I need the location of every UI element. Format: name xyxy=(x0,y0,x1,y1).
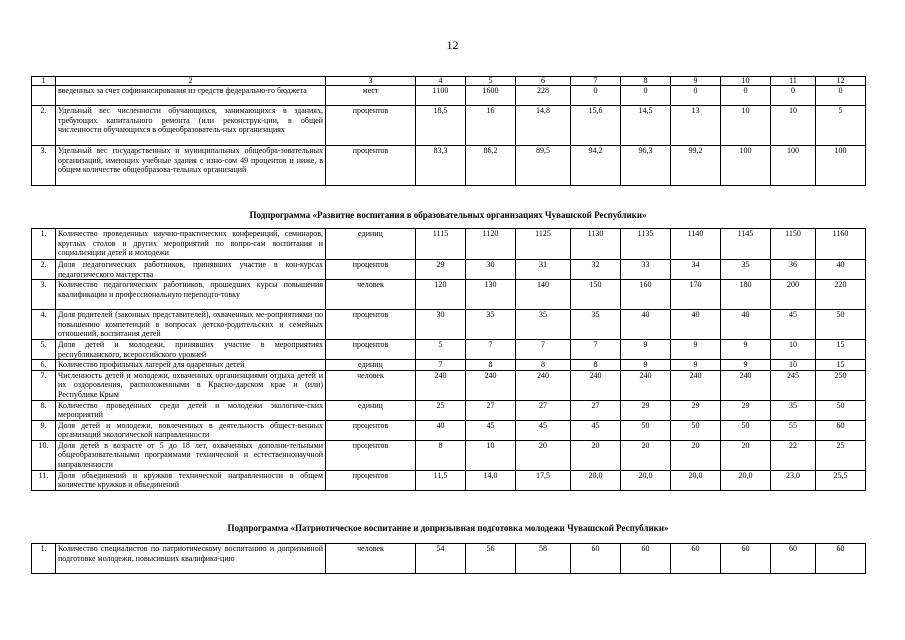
column-number-cell: 5 xyxy=(466,77,516,86)
value-cell: 35 xyxy=(466,310,516,340)
value-cell: 36 xyxy=(771,260,816,280)
value-cell: 5 xyxy=(416,340,466,360)
value-cell: 60 xyxy=(771,544,816,574)
value-cell: 8 xyxy=(466,360,516,371)
table-row xyxy=(32,400,866,420)
unit-cell: процентов xyxy=(326,340,416,360)
value-cell: 150 xyxy=(571,280,621,310)
row-number: 3. xyxy=(32,280,56,310)
unit-cell: человек xyxy=(326,544,416,574)
value-cell: 56 xyxy=(466,544,516,574)
indicator-description: Доля родителей (законных представителей), охваченных ме-роприятиями по повышению компетенций в вопросах детско-родительских и семейных отношений, воспитания детей xyxy=(56,310,326,340)
value-cell: 96,3 xyxy=(621,146,671,186)
value-cell: 9 xyxy=(721,340,771,360)
indicator-description: Численность детей и молодежи, охваченных организациями отдыха детей и их оздоровления, расположенными в Красно-дарском крае и (или) Республике Крым xyxy=(56,370,326,400)
value-cell: 20,0 xyxy=(721,470,771,490)
value-cell: 29 xyxy=(671,400,721,420)
row-number: 7. xyxy=(32,370,56,400)
value-cell: 240 xyxy=(516,370,571,400)
value-cell: 15 xyxy=(816,360,866,371)
value-cell: 20 xyxy=(721,440,771,470)
table-row xyxy=(32,340,866,360)
value-cell: 1135 xyxy=(621,229,671,260)
unit-cell: мест xyxy=(326,86,416,106)
value-cell: 100 xyxy=(721,146,771,186)
value-cell: 240 xyxy=(416,370,466,400)
table-row xyxy=(32,310,866,340)
indicator-description: Доля детей в возрасте от 5 до 18 лет, охваченных дополни-тельными общеобразовательными программами технической и естественнонаучной направленности xyxy=(56,440,326,470)
value-cell: 20 xyxy=(671,440,721,470)
column-number-cell: 7 xyxy=(571,77,621,86)
indicator-description: Количество специалистов по патриотическому воспитанию и допризывной подготовке молодежи, повысивших квалифика-цию xyxy=(56,544,326,574)
value-cell: 45 xyxy=(516,420,571,440)
column-number-cell: 1 xyxy=(32,77,56,86)
value-cell: 9 xyxy=(621,360,671,371)
value-cell: 120 xyxy=(416,280,466,310)
value-cell: 83,3 xyxy=(416,146,466,186)
row-number: 2. xyxy=(32,106,56,146)
table-row xyxy=(32,544,866,574)
value-cell: 55 xyxy=(771,420,816,440)
value-cell: 15,6 xyxy=(571,106,621,146)
value-cell: 170 xyxy=(671,280,721,310)
value-cell: 1130 xyxy=(571,229,621,260)
table-row xyxy=(32,360,866,371)
value-cell: 45 xyxy=(571,420,621,440)
value-cell: 45 xyxy=(771,310,816,340)
row-number: 10. xyxy=(32,440,56,470)
row-number: 1. xyxy=(32,544,56,574)
value-cell: 140 xyxy=(516,280,571,310)
value-cell: 130 xyxy=(466,280,516,310)
row-number: 11. xyxy=(32,470,56,490)
value-cell: 240 xyxy=(671,370,721,400)
value-cell: 40 xyxy=(721,310,771,340)
table-row xyxy=(32,146,866,186)
column-number-cell: 12 xyxy=(816,77,866,86)
value-cell: 20,0 xyxy=(671,470,721,490)
value-cell: 29 xyxy=(721,400,771,420)
value-cell: 16 xyxy=(466,106,516,146)
value-cell: 9 xyxy=(721,360,771,371)
indicator-description: Удельный вес численности обучающихся, занимающихся в зданиях, требующих капитального ремонта (или реконструк-ции, в общей численности обучающихся в общеобразователь-ных организациях xyxy=(56,106,326,146)
value-cell: 0 xyxy=(816,86,866,106)
value-cell: 27 xyxy=(516,400,571,420)
value-cell: 60 xyxy=(721,544,771,574)
value-cell: 33 xyxy=(621,260,671,280)
row-number: 8. xyxy=(32,400,56,420)
value-cell: 10 xyxy=(721,106,771,146)
unit-cell: единиц xyxy=(326,229,416,260)
value-cell: 27 xyxy=(571,400,621,420)
value-cell: 35 xyxy=(571,310,621,340)
table-row xyxy=(32,420,866,440)
value-cell: 8 xyxy=(571,360,621,371)
value-cell: 60 xyxy=(816,420,866,440)
table-row xyxy=(32,260,866,280)
value-cell: 40 xyxy=(816,260,866,280)
value-cell: 10 xyxy=(466,440,516,470)
unit-cell: единиц xyxy=(326,360,416,371)
row-number: 1. xyxy=(32,229,56,260)
value-cell: 9 xyxy=(621,340,671,360)
column-number-cell: 4 xyxy=(416,77,466,86)
value-cell: 35 xyxy=(771,400,816,420)
table-row xyxy=(32,370,866,400)
indicator-description: Доля объединений и кружков технической направленности в общем количестве кружков и объединений xyxy=(56,470,326,490)
value-cell: 15 xyxy=(816,340,866,360)
value-cell: 89,5 xyxy=(516,146,571,186)
value-cell: 1125 xyxy=(516,229,571,260)
column-number-cell: 9 xyxy=(671,77,721,86)
indicators-table-part-2 xyxy=(31,228,866,491)
value-cell: 100 xyxy=(771,146,816,186)
table-row xyxy=(32,229,866,260)
value-cell: 5 xyxy=(816,106,866,146)
table-row xyxy=(32,280,866,310)
unit-cell: человек xyxy=(326,370,416,400)
value-cell: 7 xyxy=(416,360,466,371)
value-cell: 29 xyxy=(416,260,466,280)
unit-cell: процентов xyxy=(326,470,416,490)
indicator-description: Количество педагогических работников, прошедших курсы повышения квалификации и профессиональную переподго-товку xyxy=(56,280,326,310)
value-cell: 45 xyxy=(466,420,516,440)
indicators-table-part-1 xyxy=(31,76,866,186)
indicator-description: Доля детей и молодежи, принявших участие в мероприятиях республиканского, всероссийского уровней xyxy=(56,340,326,360)
value-cell: 11,5 xyxy=(416,470,466,490)
value-cell: 1100 xyxy=(416,86,466,106)
column-number-cell: 6 xyxy=(516,77,571,86)
unit-cell: процентов xyxy=(326,260,416,280)
value-cell: 60 xyxy=(571,544,621,574)
indicator-description: введенных за счет софинансирования из средств федерально-го бюджета xyxy=(56,86,326,106)
table-row xyxy=(32,106,866,146)
value-cell: 7 xyxy=(466,340,516,360)
value-cell: 160 xyxy=(621,280,671,310)
value-cell: 250 xyxy=(816,370,866,400)
unit-cell: единиц xyxy=(326,400,416,420)
unit-cell: процентов xyxy=(326,146,416,186)
value-cell: 9 xyxy=(671,340,721,360)
value-cell: 180 xyxy=(721,280,771,310)
value-cell: 0 xyxy=(571,86,621,106)
value-cell: 10 xyxy=(771,360,816,371)
row-number: 5. xyxy=(32,340,56,360)
column-number-cell: 10 xyxy=(721,77,771,86)
column-number-cell: 3 xyxy=(326,77,416,86)
indicator-description: Доля детей и молодежи, вовлеченных в деятельность общест-венных организаций экологической направленности xyxy=(56,420,326,440)
value-cell: 10 xyxy=(771,340,816,360)
value-cell: 25,5 xyxy=(816,470,866,490)
value-cell: 94,2 xyxy=(571,146,621,186)
value-cell: 50 xyxy=(816,400,866,420)
row-number xyxy=(32,86,56,106)
indicator-description: Количество проведенных среди детей и молодежи экологиче-ских мероприятий xyxy=(56,400,326,420)
column-number-cell: 8 xyxy=(621,77,671,86)
value-cell: 1160 xyxy=(816,229,866,260)
indicators-table-part-3 xyxy=(31,543,866,574)
value-cell: 1120 xyxy=(466,229,516,260)
value-cell: 0 xyxy=(771,86,816,106)
column-number-cell: 11 xyxy=(771,77,816,86)
value-cell: 220 xyxy=(816,280,866,310)
value-cell: 25 xyxy=(416,400,466,420)
value-cell: 7 xyxy=(516,340,571,360)
unit-cell: процентов xyxy=(326,420,416,440)
value-cell: 240 xyxy=(721,370,771,400)
value-cell: 7 xyxy=(571,340,621,360)
value-cell: 1115 xyxy=(416,229,466,260)
row-number: 6. xyxy=(32,360,56,371)
value-cell: 27 xyxy=(466,400,516,420)
value-cell: 58 xyxy=(516,544,571,574)
row-number: 3. xyxy=(32,146,56,186)
indicator-description: Доля педагогических работников, принявших участие в кон-курсах педагогического мастерства xyxy=(56,260,326,280)
value-cell: 20 xyxy=(516,440,571,470)
value-cell: 30 xyxy=(466,260,516,280)
value-cell: 25 xyxy=(816,440,866,470)
value-cell: 50 xyxy=(816,310,866,340)
page-number: 12 xyxy=(446,38,459,52)
value-cell: 50 xyxy=(621,420,671,440)
value-cell: 54 xyxy=(416,544,466,574)
value-cell: 14,0 xyxy=(466,470,516,490)
indicator-description: Удельный вес государственных и муниципальных общеобра-зовательных организаций, имеющих учебные здания с изно-сом 49 процентов и ниже, в общем количестве общеобразова-тельных организаций xyxy=(56,146,326,186)
table-row xyxy=(32,86,866,106)
unit-cell: процентов xyxy=(326,440,416,470)
value-cell: 50 xyxy=(721,420,771,440)
row-number: 4. xyxy=(32,310,56,340)
value-cell: 20 xyxy=(621,440,671,470)
value-cell: 0 xyxy=(671,86,721,106)
value-cell: 8 xyxy=(416,440,466,470)
value-cell: 60 xyxy=(671,544,721,574)
value-cell: 23,0 xyxy=(771,470,816,490)
unit-cell: процентов xyxy=(326,310,416,340)
value-cell: 1150 xyxy=(771,229,816,260)
unit-cell: человек xyxy=(326,280,416,310)
value-cell: 10 xyxy=(771,106,816,146)
subprogram-title-patriotic: Подпрограмма «Патриотическое воспитание и допризывная подготовка молодежи Чувашской Республики» xyxy=(227,523,669,533)
value-cell: 8 xyxy=(516,360,571,371)
indicator-description: Количество проведенных научно-практических конференций, семинаров, круглых столов и других мероприятий по вопро-сам воспитания и социализации детей и молодежи xyxy=(56,229,326,260)
unit-cell: процентов xyxy=(326,106,416,146)
value-cell: 86,2 xyxy=(466,146,516,186)
value-cell: 20,0 xyxy=(621,470,671,490)
value-cell: 18,5 xyxy=(416,106,466,146)
value-cell: 0 xyxy=(721,86,771,106)
value-cell: 30 xyxy=(416,310,466,340)
value-cell: 35 xyxy=(721,260,771,280)
value-cell: 13 xyxy=(671,106,721,146)
value-cell: 240 xyxy=(621,370,671,400)
value-cell: 40 xyxy=(621,310,671,340)
value-cell: 20,0 xyxy=(571,470,621,490)
value-cell: 17,5 xyxy=(516,470,571,490)
value-cell: 14,8 xyxy=(516,106,571,146)
value-cell: 1140 xyxy=(671,229,721,260)
value-cell: 60 xyxy=(816,544,866,574)
value-cell: 35 xyxy=(516,310,571,340)
value-cell: 22 xyxy=(771,440,816,470)
value-cell: 228 xyxy=(516,86,571,106)
value-cell: 100 xyxy=(816,146,866,186)
value-cell: 0 xyxy=(621,86,671,106)
value-cell: 60 xyxy=(621,544,671,574)
value-cell: 34 xyxy=(671,260,721,280)
value-cell: 31 xyxy=(516,260,571,280)
value-cell: 9 xyxy=(671,360,721,371)
column-number-cell: 2 xyxy=(56,77,326,86)
value-cell: 200 xyxy=(771,280,816,310)
value-cell: 29 xyxy=(621,400,671,420)
row-number: 2. xyxy=(32,260,56,280)
value-cell: 1145 xyxy=(721,229,771,260)
value-cell: 50 xyxy=(671,420,721,440)
subprogram-title-education: Подпрограмма «Развитие воспитания в образовательных организациях Чувашской Республики» xyxy=(249,210,647,220)
value-cell: 245 xyxy=(771,370,816,400)
value-cell: 20 xyxy=(571,440,621,470)
indicator-description: Количество профильных лагерей для одаренных детей xyxy=(56,360,326,371)
value-cell: 32 xyxy=(571,260,621,280)
table-row xyxy=(32,440,866,470)
value-cell: 1600 xyxy=(466,86,516,106)
value-cell: 240 xyxy=(466,370,516,400)
table-row xyxy=(32,470,866,490)
value-cell: 40 xyxy=(671,310,721,340)
row-number: 9. xyxy=(32,420,56,440)
column-number-row xyxy=(32,77,866,86)
value-cell: 14,5 xyxy=(621,106,671,146)
value-cell: 99,2 xyxy=(671,146,721,186)
value-cell: 240 xyxy=(571,370,621,400)
value-cell: 40 xyxy=(416,420,466,440)
